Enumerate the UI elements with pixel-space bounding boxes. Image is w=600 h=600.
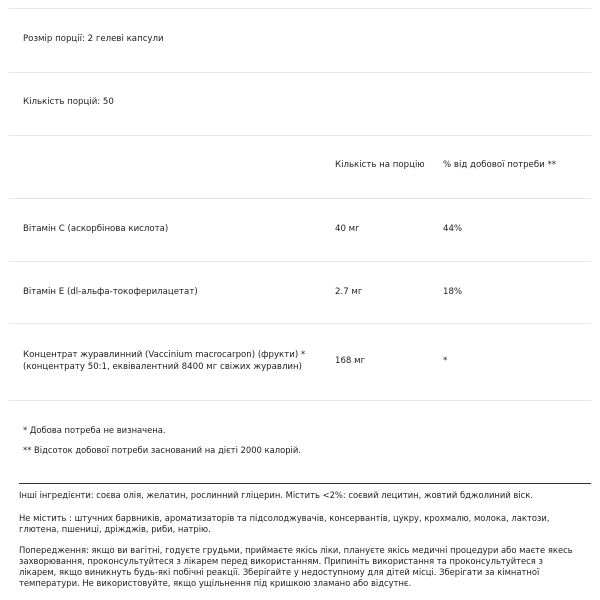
nutrient-daily-value: 18%: [443, 287, 463, 297]
divider: [9, 72, 591, 73]
does-not-contain-line: Не містить : штучних барвників, ароматизаторів та підсолоджувачів, консервантів, цукру, крохмалю, молока, лактози,: [19, 513, 550, 523]
divider: [9, 261, 591, 262]
footnote-daily-value-not-established: * Добова потреба не визначена.: [23, 425, 166, 435]
divider: [9, 198, 591, 199]
footnote-percent-basis: ** Відсоток добової потреби заснований на дієті 2000 калорій.: [23, 445, 301, 455]
section-rule: [19, 483, 591, 484]
nutrient-amount: 168 мг: [335, 356, 366, 366]
other-ingredients: Інші інгредієнти: соєва олія, желатин, рослинний гліцерин. Містить <2%: соєвий лецитин, жовтий бджолиний віск.: [19, 490, 534, 500]
header-daily-value: % від добової потреби **: [443, 160, 557, 170]
nutrient-daily-value: *: [443, 356, 448, 366]
serving-size: Розмір порції: 2 гелеві капсули: [23, 34, 164, 44]
warning-line: температури. Не використовуйте, якщо ущільнення під кришкою зламано або відсутнє.: [19, 578, 412, 588]
divider: [9, 8, 591, 9]
nutrient-name: Вітамін E (dl-альфа-токоферилацетат): [23, 287, 198, 297]
nutrient-amount: 40 мг: [335, 224, 360, 234]
warning-line: Попередження: якщо ви вагітні, годуєте грудьми, приймаєте якісь ліки, плануєте якісь медичні процедури або маєте якесь: [19, 545, 573, 555]
nutrient-name: Вітамін C (аскорбінова кислота): [23, 224, 169, 234]
nutrient-name-detail: (концентрату 50:1, еквівалентний 8400 мг свіжих журавлин): [23, 362, 302, 372]
does-not-contain-line: глютена, пшениці, дріжджів, риби, натрію.: [19, 524, 211, 534]
divider: [9, 135, 591, 136]
nutrient-amount: 2.7 мг: [335, 287, 363, 297]
supplement-facts-panel: [9, 0, 591, 600]
warning-line: лікарем, якщо виникнуть будь-які побічні реакції. Зберігайте у недоступному для дітей місці. Зберігати за кімнатної: [19, 567, 540, 577]
header-amount: Кількість на порцію: [335, 160, 425, 170]
divider: [9, 400, 591, 401]
servings-count: Кількість порцій: 50: [23, 97, 114, 107]
divider: [9, 323, 591, 324]
nutrient-daily-value: 44%: [443, 224, 463, 234]
warning-line: захворювання, проконсультуйтеся з лікарем перед використанням. Припиніть використання та проконсультуйтеся з: [19, 556, 543, 566]
nutrient-name: Концентрат журавлинний (Vaccinium macrocarpon) (фрукти) *: [23, 350, 306, 360]
